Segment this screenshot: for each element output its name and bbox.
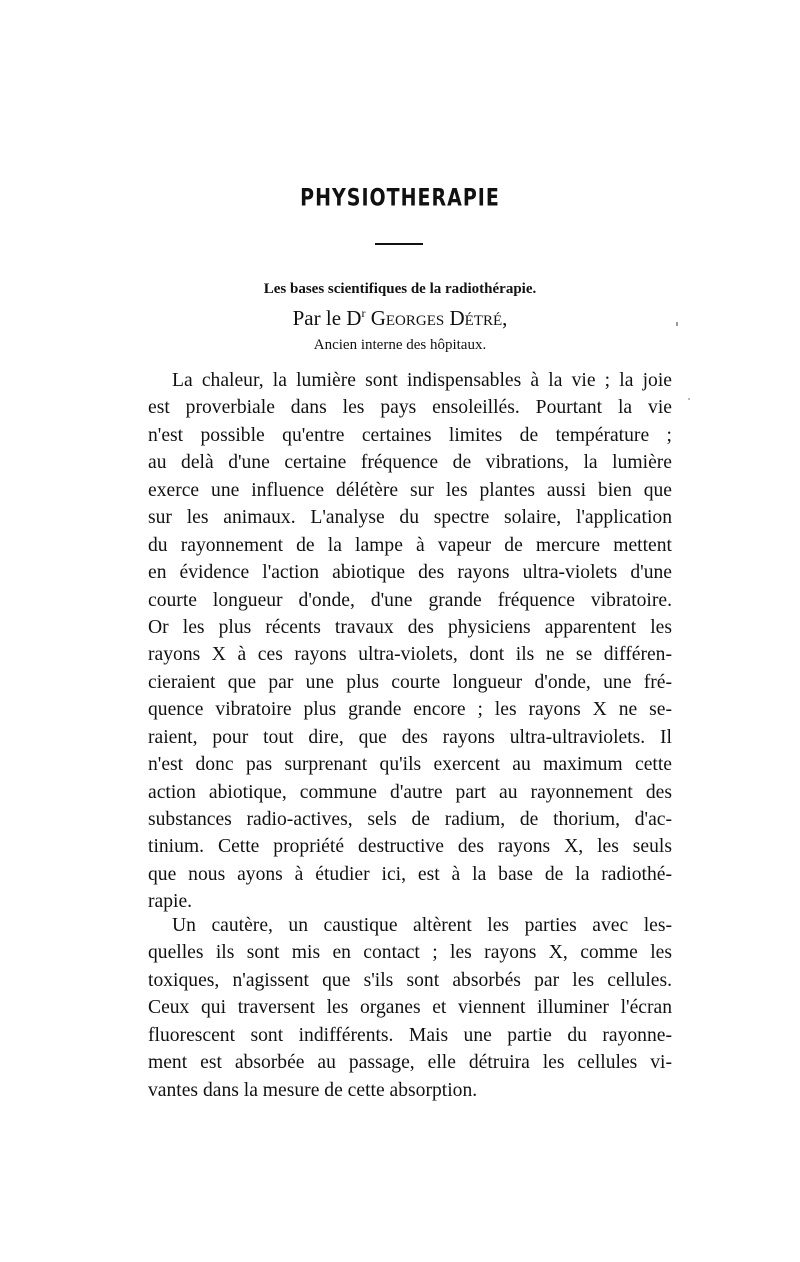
text-line: ment est absorbée au passage, elle détruira les cellules vi- <box>148 1052 672 1074</box>
section-title: PHYSIOTHERAPIE <box>300 184 500 212</box>
print-speck <box>688 398 690 400</box>
paragraph-2 <box>148 912 672 1104</box>
print-speck <box>676 322 678 326</box>
byline-suffix: , <box>502 306 508 330</box>
text-line: La chaleur, la lumière sont indispensables à la vie ; la joie <box>172 370 672 391</box>
text-line: sur les animaux. L'analyse du spectre solaire, l'application <box>148 507 672 529</box>
author-name: Georges Détré <box>370 306 503 330</box>
text-line: au delà d'une certaine fréquence de vibrations, la lumière <box>148 452 672 474</box>
text-line: Un cautère, un caustique altèrent les parties avec les- <box>172 915 672 936</box>
text-line: raient, pour tout dire, que des rayons ultra-ultraviolets. Il <box>148 726 672 748</box>
text-line: du rayonnement de la lampe à vapeur de mercure mettent <box>148 534 672 556</box>
byline-prefix: Par le D <box>292 306 362 330</box>
text-line: Or les plus récents travaux des physiciens apparentent les <box>148 616 672 638</box>
byline-sup: r <box>361 306 366 320</box>
article-title: Les bases scientifiques de la radiothérapie. <box>263 281 537 297</box>
text-line: en évidence l'action abiotique des rayons ultra-violets d'une <box>148 562 672 584</box>
text-line: courte longueur d'onde, d'une grande fréquence vibratoire. <box>148 589 672 611</box>
text-line: n'est donc pas surprenant qu'ils exercent au maximum cette <box>148 754 672 776</box>
text-line: est proverbiale dans les pays ensoleillés. Pourtant la vie <box>148 397 672 419</box>
paragraph-1 <box>148 367 672 916</box>
text-line: toxiques, n'agissent que s'ils sont absorbés par les cellules. <box>148 969 672 991</box>
byline <box>0 306 800 331</box>
text-line: que nous ayons à étudier ici, est à la base de la radiothé- <box>148 863 672 885</box>
text-line: action abiotique, commune d'autre part au rayonnement des <box>148 781 672 803</box>
text-line: quelles ils sont mis en contact ; les rayons X, comme les <box>148 942 672 964</box>
text-line: exerce une influence délétère sur les plantes aussi bien que <box>148 479 672 501</box>
text-line: vantes dans la mesure de cette absorption. <box>148 1079 478 1101</box>
text-line: quence vibratoire plus grande encore ; les rayons X ne se- <box>148 699 672 721</box>
text-line: n'est possible qu'entre certaines limites de température ; <box>148 424 672 446</box>
text-line: cieraient que par une plus courte longueur d'onde, une fré- <box>148 671 672 693</box>
text-line: fluorescent sont indifférents. Mais une partie du rayonne- <box>148 1024 672 1046</box>
text-line: rayons X à ces rayons ultra-violets, dont ils ne se différen- <box>148 644 672 666</box>
text-line: rapie. <box>148 891 193 913</box>
author-affiliation: Ancien interne des hôpitaux. <box>313 337 487 353</box>
text-line: tinium. Cette propriété destructive des rayons X, les seuls <box>148 836 672 858</box>
text-line: Ceux qui traversent les organes et viennent illuminer l'écran <box>148 997 672 1019</box>
title-rule <box>375 243 423 245</box>
text-line: substances radio-actives, sels de radium, de thorium, d'ac- <box>148 809 672 830</box>
